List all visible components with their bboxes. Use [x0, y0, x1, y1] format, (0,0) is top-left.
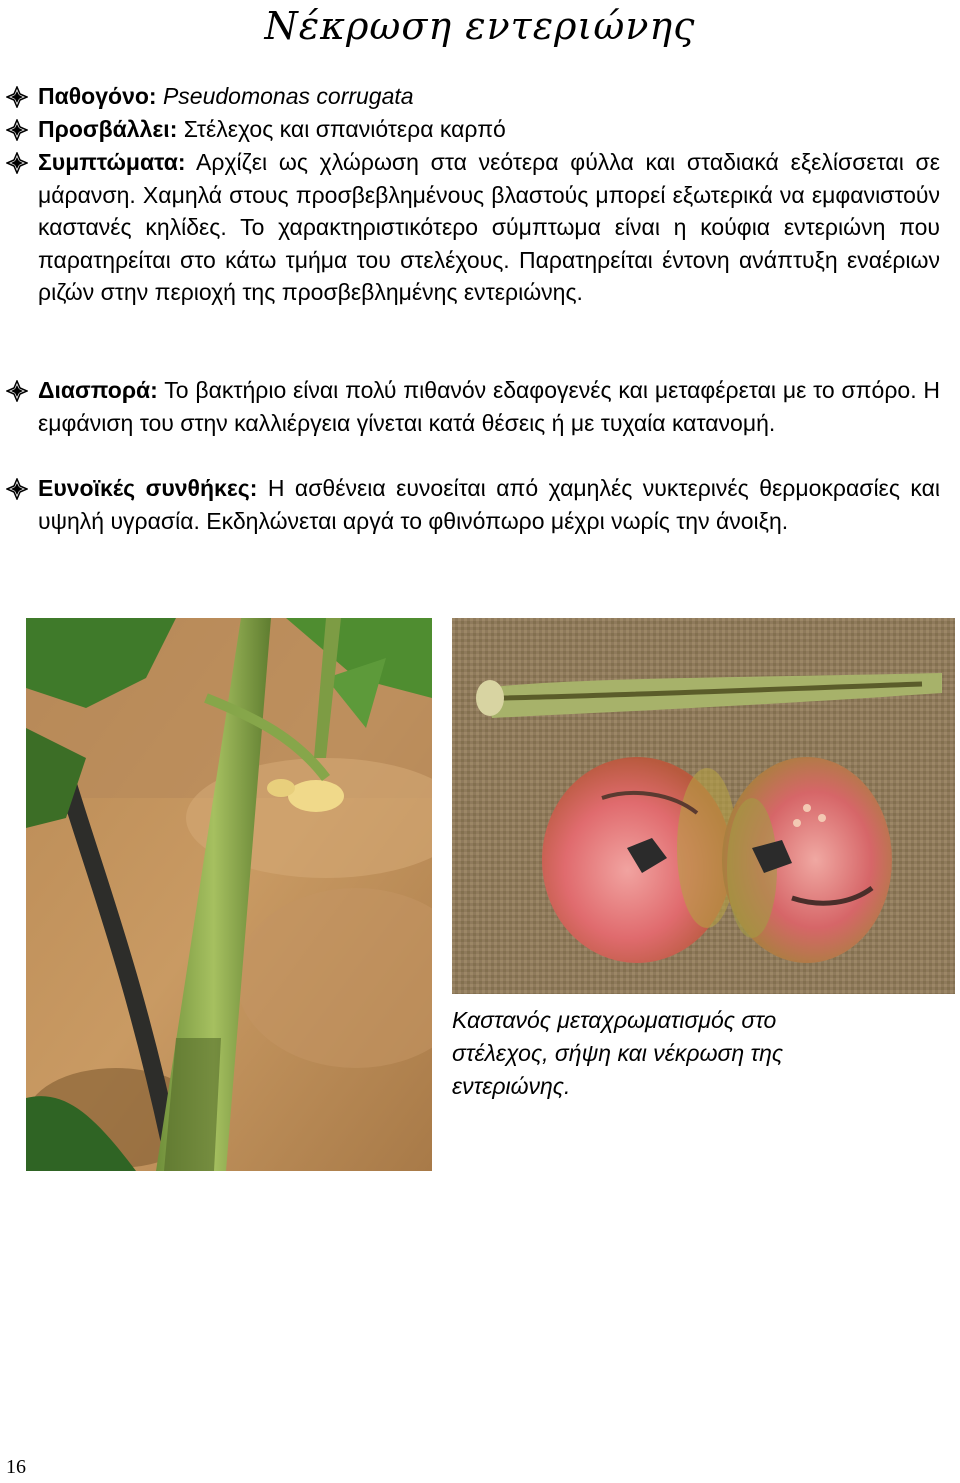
bullet-label: Συμπτώματα:	[38, 149, 186, 175]
diamond-bullet-icon	[6, 119, 28, 141]
tomato-stem-photo	[26, 618, 432, 1171]
bullet-label: Διασπορά:	[38, 377, 158, 403]
diamond-bullet-icon	[6, 478, 28, 500]
bullet-text: Αρχίζει ως χλώρωση στα νεότερα φύλλα και σταδιακά εξελίσσεται σε μάρανση. Χαμηλά στους προσβεβλημένους βλαστούς μπορεί εξωτερικά να εμφανιστούν καστανές κηλίδες. Το χαρακτηριστικότερο σύμπτωμα είναι η κούφια εντεριώνη που παρατηρείται στο κάτω τμήμα του στελέχους. Παρατηρείται έντονη ανάπτυξη εναέριων ριζών στην περιοχή της προσβεβλημένης εντεριώνης.	[38, 149, 940, 305]
page-number: 16	[6, 1456, 26, 1478]
diamond-bullet-icon	[6, 152, 28, 174]
bullet-text: Η ασθένεια ευνοείται από χαμηλές νυκτερινές θερμοκρασίες και υψηλή υγρασία. Εκδηλώνεται αργά το φθινόπωρο μέχρι νωρίς την άνοιξη.	[38, 475, 941, 534]
bullet-label: Παθογόνο:	[38, 83, 157, 109]
bullet-text: Το βακτήριο είναι πολύ πιθανόν εδαφογενές και μεταφέρεται με το σπόρο. Η εμφάνιση του στην καλλιέργεια γίνεται κατά θέσεις ή με τυχαία κατανομή.	[38, 377, 941, 436]
bullet-text: Στέλεχος και σπανιότερα καρπό	[183, 116, 506, 142]
diamond-bullet-icon	[6, 380, 28, 402]
cut-stem-and-fruit-photo	[452, 618, 955, 994]
bullet-label: Προσβάλλει:	[38, 116, 178, 142]
diamond-bullet-icon	[6, 86, 28, 108]
bullet-text: Pseudomonas corrugata	[162, 83, 414, 109]
page-title: Νέκρωση εντεριώνης	[264, 4, 696, 48]
bullet-label: Ευνοϊκές συνθήκες:	[38, 475, 258, 501]
photo-caption: Καστανός μεταχρωματισμός στο στέλεχος, σήψη και νέκρωση της εντεριώνης.	[452, 1007, 784, 1099]
